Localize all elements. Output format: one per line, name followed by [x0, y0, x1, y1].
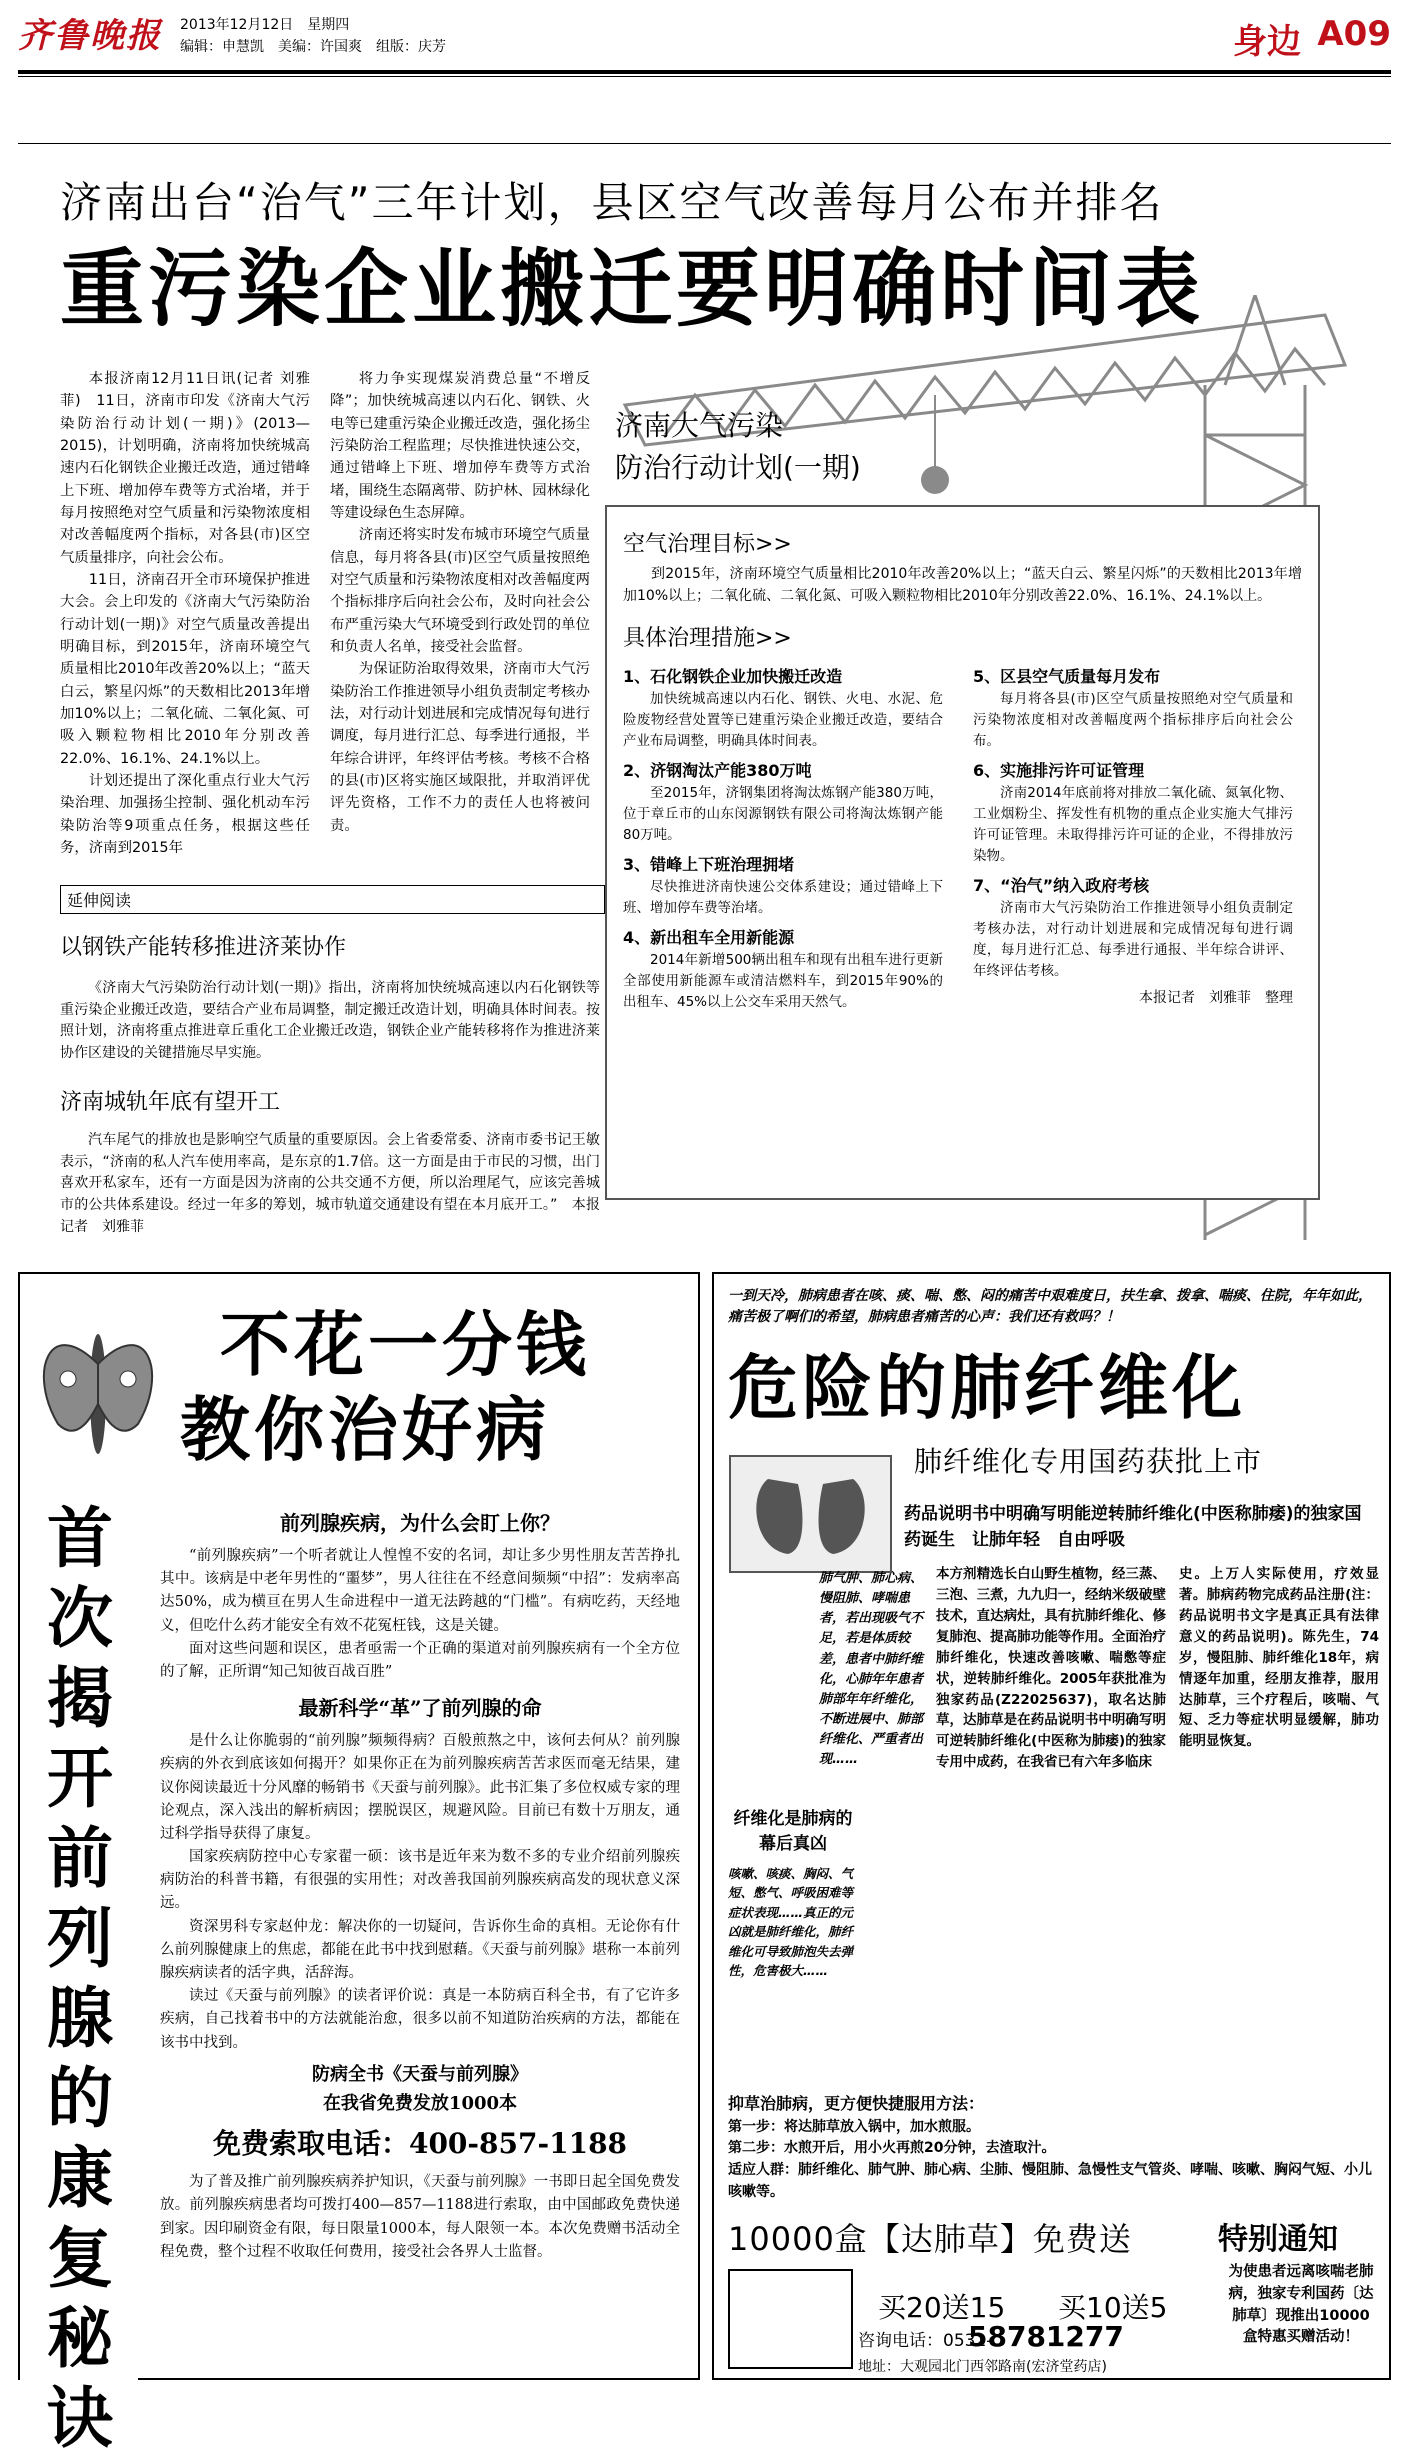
measure-text: 济南市大气污染防治工作推进领导小组负责制定考核办法，对行动计划进展和完成情况每旬进行调度，每月进行汇总、每季进行通报、半年综合讲评、年终评估考核。: [973, 899, 1293, 979]
masthead: [18, 8, 1391, 70]
phone-label: 咨询电话：0531-: [858, 2331, 993, 2351]
article-subhead: 济南出台“治气”三年计划，县区空气改善每月公布并排名: [60, 178, 1164, 227]
hotline-label: 免费索取电话：: [212, 2127, 409, 2161]
buy-offer-1: 买20送15: [878, 2291, 1006, 2324]
ad-right-top-text: 一到天冷，肺病患者在咳、痰、喘、憋、闷的痛苦中艰难度日，扶生拿、拨拿、喘痰、住院，年年如此，痛苦极了啊们的希望，肺病患者痛苦的心声：我们还有救吗？！: [728, 1288, 1372, 1325]
ad-paragraph: 是什么让你脆弱的“前列腺”频频得病？百般煎熬之中，该何去何从？前列腺疾病的外衣到底该如何揭开？如果你正在为前列腺疾病苦苦求医而毫无结果，建议你阅读最近十分风靡的畅销书《天蚕与前列腺》。此书汇集了多位权威专家的理论观点，深入浅出的解析病因；摆脱误区，规避风险。目前已有数十万朋友，通过科学指导获得了康复。: [160, 1733, 680, 1842]
ad-right-col-a: 肺气肿、肺心病、慢阻肺、哮喘患者，若出现吸气不足，若是体质较差，患者中肺纤维化，心肺年年患者肺部年年纤维化，不断进展中、肺部纤维化、严重者出现……: [819, 1571, 924, 1768]
ad-right-col-d: 咳嗽、咳痰、胸闷、气短、憋气、呼吸困难等症状表现……真正的元凶就是肺纤维化，肺纤维化可导致肺泡失去弹性，危害极大……: [728, 1866, 854, 1978]
lead-paragraph: 为保证防治取得效果，济南市大气污染防治工作推进领导小组负责制定考核办法，对行动计划进展和完成情况每旬进行调度，每月进行汇总、每季进行通报，半年综合讲评，年终评估考核。考核不合格的县(市)区将实施区域限批，并取消评优评先资格，工作不力的责任人也将被问责。: [330, 661, 590, 834]
ext1-body: [60, 978, 600, 1065]
measure-title: 3、错峰上下班治理拥堵: [623, 854, 795, 874]
ad-paragraph: 读过《天蚕与前列腺》的读者评价说：真是一本防病百科全书，有了它许多疾病，自己找着书中的方法就能治愈，很多以前不知道防治疾病的方法，都能在该书中找到。: [160, 1988, 680, 2051]
buy-offer-2: 买10送5: [1058, 2291, 1168, 2324]
headline-rule: [18, 143, 1391, 144]
fibrosis-callout: [728, 1804, 858, 1854]
ext1-paragraph: 《济南大气污染防治行动计划(一期)》指出，济南将加快统城高速以内石化钢铁等重污染企业搬迁改造，要结合产业布局调整，制定搬迁改造计划，明确具体时间表。按照计划，济南将重点推进章丘重化工企业搬迁改造，钢铁企业产能转移将作为推进济莱协作区建设的关键措施尽早实施。: [60, 980, 600, 1062]
measure-title: 4、新出租车全用新能源: [623, 927, 795, 947]
ad-right-headline: 药品说明书中明确写明能逆转肺纤维化(中医称肺痿)的独家国药诞生 让肺年轻 自由呼吸: [904, 1504, 1362, 1550]
fibrosis-title-1: 纤维化是肺病的: [733, 1809, 853, 1829]
fibrosis-title-2: 幕后真凶: [759, 1834, 827, 1854]
store-address: 地址：大观园北门西邻路南(宏济堂药店): [858, 2359, 1107, 2375]
ad-paragraph: 资深男科专家赵仲龙：解决你的一切疑问，告诉你生命的真相。无论你有什么前列腺健康上的焦虑，都能在此书中找到慰藉。《天蚕与前列腺》堪称一本前列腺疾病读者的活字典，活辞海。: [160, 1918, 680, 1981]
measure-title: 2、济钢淘汰产能380万吨: [623, 761, 812, 781]
product-box-icon: [728, 2269, 853, 2369]
crane-hook-icon: [921, 466, 949, 494]
treatment-step: 适应人群：肺纤维化、肺气肿、肺心病、尘肺、慢阻肺、急慢性支气管炎、哮喘、咳嗽、胸闷气短、小儿咳嗽等。: [728, 2162, 1372, 2200]
ad-paragraph: “前列腺疾病”一个听者就让人惶惶不安的名词，却让多少男性朋友苦苦挣扎其中。该病是中老年男性的“噩梦”，男人往往在不经意间频频“中招”：发病率高达50%，成为横亘在男人生命进程中一道无法跨越的“门槛”。有病吃药，天经地义，但吃什么药才能安全有效不花冤枉钱，这是关键。: [160, 1548, 680, 1634]
ad-left-body: [160, 1499, 680, 2264]
ad-science-title: 最新科学“革”了前列腺的命: [298, 1696, 542, 1721]
ext2-title: 济南城轨年底有望开工: [60, 1090, 281, 1115]
ad-question-title: 前列腺疾病，为什么会盯上你？: [280, 1511, 560, 1535]
goal-heading: 空气治理目标>>: [623, 532, 792, 557]
special-notice-title: 特别通知: [1218, 2222, 1338, 2257]
special-notice-body: 为使患者远离咳喘老肺病，独家专利国药〔达肺草〕现推出10000盒特惠买赠活动！: [1228, 2264, 1374, 2346]
measure-text: 2014年新增500辆出租车和现有出租车进行更新全部使用新能源车或清洁燃料车，到2015年90%的出租车、45%以上公交车采用天然气。: [623, 951, 943, 1010]
lead-column-1: [60, 368, 310, 859]
measure-title: 1、石化钢铁企业加快搬迁改造: [623, 667, 843, 687]
article-headline: 重污染企业搬迁要明确时间表: [60, 240, 1205, 338]
ad-hotline[interactable]: [160, 2122, 680, 2167]
ad-paragraph: 为了普及推广前列腺疾病养护知识，《天蚕与前列腺》一书即日起全国免费发放。前列腺疾病患者均可拨打400—857—1188进行索取，由中国邮政免费快递到家。因印刷资金有限，每日限量1000本，每人限领一本。本次免费赠书活动全程免费，整个过程不收取任何费用，接受社会各界人士监督。: [160, 2174, 680, 2260]
extended-reading-label: 延伸阅读: [60, 885, 605, 914]
ext1-title: 以钢铁产能转移推进济莱协作: [60, 935, 347, 960]
ad-offer-1: 防病全书《天蚕与前列腺》: [312, 2063, 528, 2085]
plan-box-title: [615, 405, 861, 489]
treatment-step: 第二步：水煎开后，用小火再煎20分钟，去渣取汁。: [728, 2140, 1056, 2157]
ad-right-col-b: 本方剂精选长白山野生植物，经三蒸、三泡、三煮，九九归一，经纳米级破壁技术，直达病灶，具有抗肺纤维化、修复肺泡、提高肺功能等作用。全面治疗肺纤维化，快速改善咳嗽、喘憋等症状，逆转肺纤维化。2005年获批准为独家药品(Z22025637)，取名达肺草，达肺草是在药品说明书中明确写明可逆转肺纤维化(中医称为肺痿)的独家专用中成药，在我省已有六年多临床: [936, 1566, 1166, 1771]
promo-title: [728, 2214, 1132, 2260]
promo-free: 免费送: [1032, 2220, 1132, 2258]
issue-date: 2013年12月12日 星期四: [180, 17, 350, 33]
promo-product: 【达肺草】: [867, 2220, 1033, 2258]
measure-text: 加快统城高速以内石化、钢铁、火电、水泥、危险废物经营处置等已建重污染企业搬迁改造，要结合产业布局调整，明确具体时间表。: [623, 691, 943, 750]
ad-right-subtitle: 肺纤维化专用国药获批上市: [914, 1445, 1263, 1478]
plan-credit: 本报记者 刘雅菲 整理: [1139, 989, 1293, 1006]
measure-title: 6、实施排污许可证管理: [973, 761, 1145, 781]
lead-paragraph: 济南还将实时发布城市环境空气质量信息，每月将各县(市)区空气质量按照绝对空气质量和污染物浓度相对改善幅度两个指标排序后向社会公布，及时向社会公布严重污染大气环境受到行政处罚的单位和负责人名单，接受社会监督。: [330, 527, 590, 655]
prostate-advertisement: [18, 1272, 700, 2457]
measure-text: 尽快推进济南快速公交体系建设；通过错峰上下班、增加停车费等治堵。: [623, 878, 943, 916]
lung-fibrosis-advertisement: [712, 1272, 1391, 2380]
lead-paragraph: 计划还提出了深化重点行业大气污染治理、加强扬尘控制、强化机动车污染防治等9项重点任务，根据这些任务，济南到2015年: [60, 772, 310, 856]
ext2-paragraph: 汽车尾气的排放也是影响空气质量的重要原因。会上省委常委、济南市委书记王敏表示，“济南的私人汽车使用率高，是东京的1.7倍。这一方面是由于市民的习惯，出门喜欢开私家车，还有一方面是因为济南的公共交通不方便，所以治理尾气，应该完善城市的公共体系建设。经过一年多的筹划，城市轨道交通建设有望在本月底开工。” 本报记者 刘雅菲: [60, 1132, 600, 1235]
lead-paragraph: 11日，济南召开全市环境保护推进大会。会上印发的《济南大气污染防治行动计划(一期)》对空气质量改善提出明确目标，到2015年，济南环境空气质量相比2010年改善20%以上；“蓝天白云，繁星闪烁”的天数相比2013年增加10%以上；二氧化硫、二氧化氮、可吸入颗粒物相比2010年分别改善22.0%、16.1%、24.1%以上。: [60, 571, 310, 767]
ad-right-title: 危险的肺纤维化: [728, 1346, 1246, 1429]
measure-text: 至2015年，济钢集团将淘汰炼钢产能380万吨，位于章丘市的山东闵源钢铁有限公司将淘汰炼钢产能80万吨。: [623, 785, 943, 843]
section-name: 身边: [1233, 22, 1301, 62]
newspaper-logo: 齐鲁晚报: [18, 16, 162, 56]
promo-qty: 10000盒: [728, 2220, 868, 2258]
measures-left-column: [623, 658, 943, 1012]
ad-headline-2: 教你治好病: [180, 1388, 550, 1471]
treatment-step: 第一步：将达肺草放入锅中，加水煎服。: [728, 2118, 980, 2135]
ad-right-col-c: 史。上万人实际使用，疗效显著。肺病药物完成药品注册(注：药品说明书文字是真正具有法律意义的药品说明)。陈先生，74岁，慢阻肺、肺纤维化18年，病情逐年加重，经朋友推荐，服用达肺草，三个疗程后，咳喘、气短、乏力等症状明显缓解，肺功能明显恢复。: [1179, 1566, 1379, 1750]
measure-title: 5、区县空气质量每月发布: [973, 667, 1161, 687]
treatment-section: [728, 2092, 1378, 2204]
phone-number[interactable]: 58781277: [968, 2320, 1124, 2353]
goal-text: 到2015年，济南环境空气质量相比2010年改善20%以上；“蓝天白云、繁星闪烁”的天数相比2013年增加10%以上；二氧化硫、二氧化氮、可吸入颗粒物相比2010年分别改善22.0%、16.1%、24.1%以上。: [623, 566, 1302, 604]
measure-text: 济南2014年底前将对排放二氧化硫、氮氧化物、工业烟粉尘、挥发性有机物的重点企业实施大气排污许可证管理。未取得排污许可证的企业，不得排放污染物。: [973, 785, 1293, 864]
measures-heading: 具体治理措施>>: [623, 626, 792, 652]
promo-section: [728, 2214, 1378, 2374]
silkmoth-icon: [28, 1294, 168, 1494]
lead-paragraph: 将力争实现煤炭消费总量“不增反降”；加快统城高速以内石化、钢铁、火电等已建重污染企业搬迁改造，强化扬尘污染防治工程监理；尽快推进快速公交，通过错峰上下班、增加停车费等方式治堵，围绕生态隔离带、防护林、园林绿化等建设绿色生态屏障。: [330, 371, 590, 521]
ext2-body: [60, 1130, 600, 1238]
hotline-number[interactable]: 400-857-1188: [408, 2127, 628, 2161]
measure-text: 每月将各县(市)区空气质量按照绝对空气质量和污染物浓度相对改善幅度两个指标排序后向社会公布。: [973, 691, 1293, 750]
plan-title-line-1: 济南大气污染: [615, 409, 784, 442]
ad-side-text: 首次揭开前列腺的康复秘诀: [47, 1500, 113, 2457]
ad-offer-2: 在我省免费发放1000本: [322, 2092, 518, 2114]
ad-paragraph: 国家疾病防控中心专家翟一硕：该书是近年来为数不多的专业介绍前列腺疾病防治的科普书籍，有很强的实用性；对改善我国前列腺疾病高发的现状意义深远。: [160, 1849, 680, 1912]
plan-box: [605, 505, 1320, 1200]
plan-title-line-2: 防治行动计划(一期): [615, 451, 861, 484]
lung-specimen-icon: [728, 1454, 893, 1574]
measures-right-column: [973, 658, 1293, 1012]
lead-paragraph: 本报济南12月11日讯(记者 刘雅菲) 11日，济南市印发《济南大气污染防治行动计划(一期)》(2013—2015)，计划明确，济南将加快统城高速内石化钢铁企业搬迁改造，通过错峰上下班、增加停车费等方式治堵，并于每月按照绝对空气质量和污染物浓度相对改善幅度两个指标，对各县(市)区空气质量排序，向社会公布。: [60, 371, 310, 566]
lead-column-2: [330, 368, 590, 837]
page-number: A09: [1317, 14, 1391, 54]
editors-line: 编辑：申慧凯 美编：许国爽 组版：庆芳: [180, 39, 446, 55]
treatment-title: 抑草治肺病，更方便快捷服用方法：: [728, 2094, 985, 2113]
ad-headline-1: 不花一分钱: [220, 1303, 590, 1386]
masthead-rule: [18, 70, 1391, 77]
measure-title: 7、“治气”纳入政府考核: [973, 875, 1150, 895]
ad-side-banner: [20, 1499, 138, 2457]
ad-paragraph: 面对这些问题和误区，患者亟需一个正确的渠道对前列腺疾病有一个全方位的了解，正所谓“知己知彼百战百胜”: [160, 1640, 680, 1680]
